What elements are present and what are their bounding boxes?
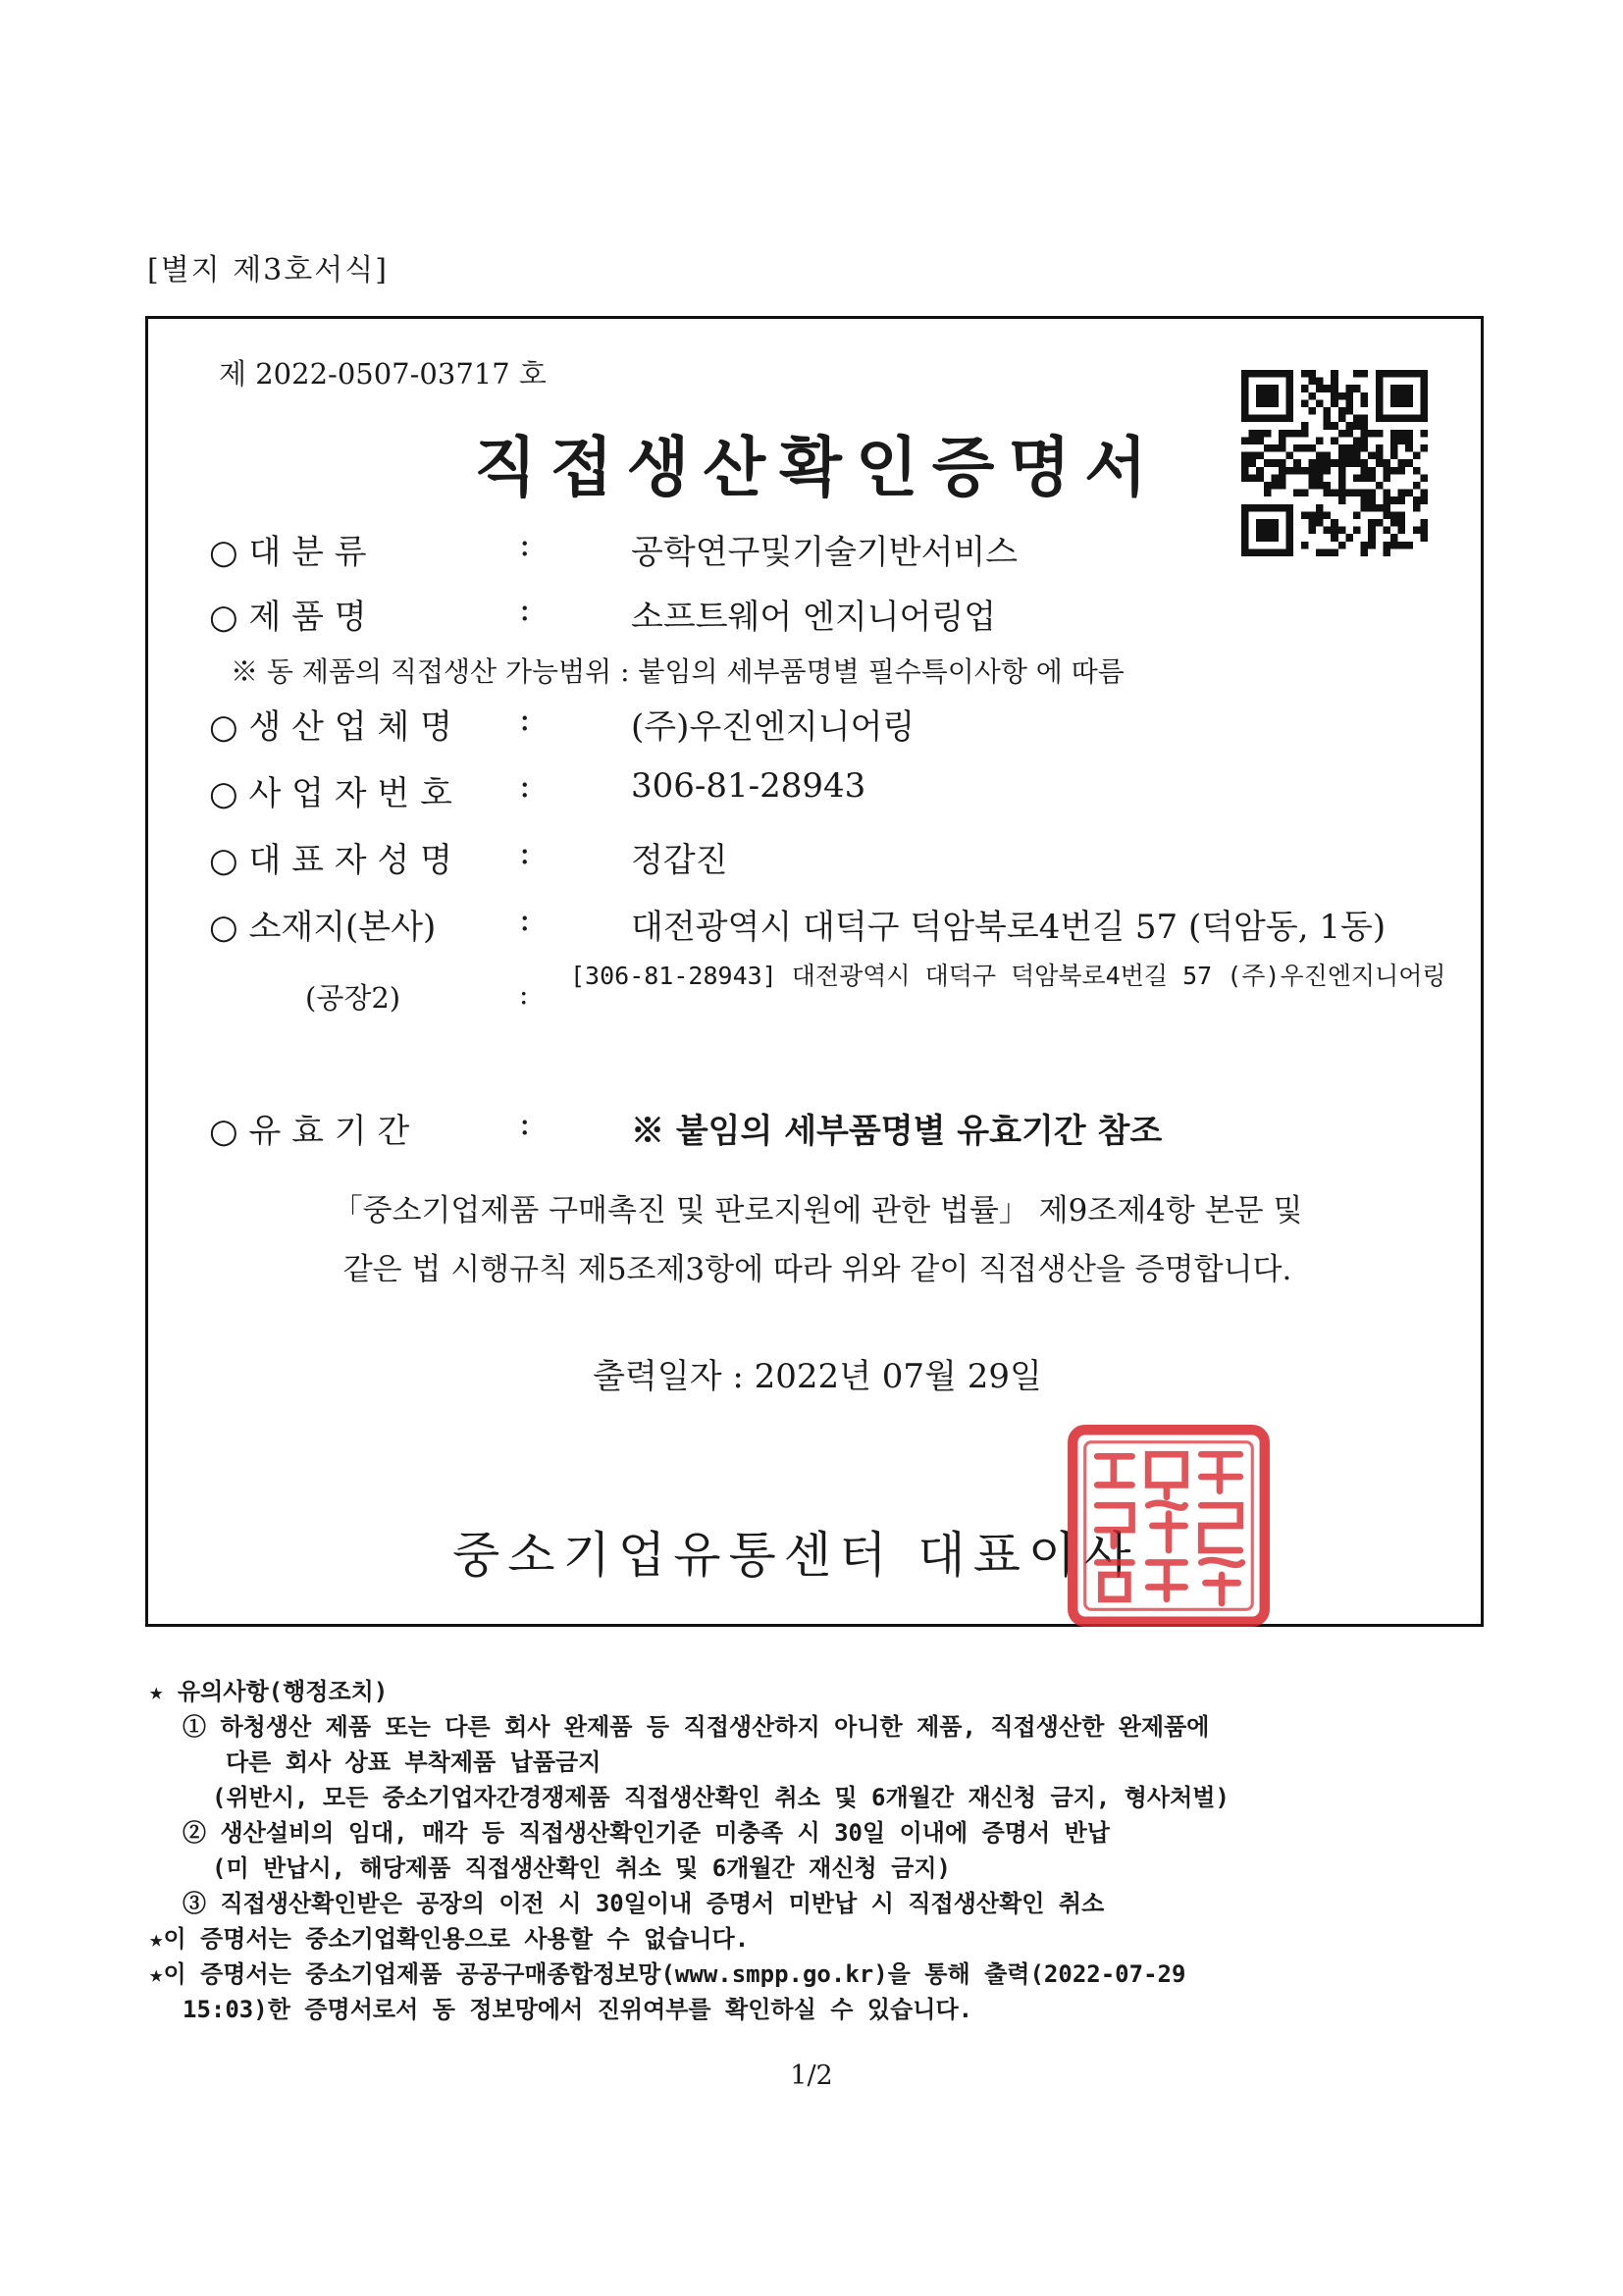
field-label: ○ 유 효 기 간: [209, 1112, 410, 1151]
factory-address: [306-81-28943] 대전광역시 대덕구 덕암북로4번길 57 (주)우진엔지니어링: [570, 962, 1446, 990]
field-colon: :: [519, 590, 531, 629]
field-colon: :: [519, 766, 531, 806]
field-colon: :: [519, 700, 531, 739]
issuer-name: 중소기업유통센터 대표이사: [452, 1527, 1139, 1584]
notice-item: ② 생산설비의 임대, 매각 등 직접생산확인기준 미충족 시 30일 이내에 증명서 반납: [183, 1819, 1110, 1847]
field-label: ○ 대 표 자 성 명: [209, 841, 452, 880]
official-seal-icon: [1067, 1424, 1271, 1628]
notice-item: (미 반납시, 해당제품 직접생산확인 취소 및 6개월간 재신청 금지): [212, 1854, 951, 1882]
field-value: 대전광역시 대덕구 덕암북로4번길 57 (덕암동, 1동): [631, 908, 1387, 947]
notices: [149, 1674, 1484, 2027]
field-value: ※ 붙임의 세부품명별 유효기간 참조: [631, 1112, 1163, 1151]
notice-star-continued: 15:03)한 증명서로서 동 정보망에서 진위여부를 확인하실 수 있습니다.: [183, 1996, 973, 2023]
field-value: (주)우진엔지니어링: [631, 707, 916, 747]
field-colon: :: [519, 900, 531, 939]
field-value: 정갑진: [631, 841, 728, 880]
form-number: [별지 제3호서식]: [147, 253, 389, 287]
field-label: ○ 대 분 류: [209, 533, 367, 572]
field-colon: :: [519, 833, 531, 872]
field-label: ○ 소재지(본사): [209, 908, 437, 947]
field-label: ○ 제 품 명: [209, 598, 367, 637]
certificate-frame: [145, 316, 1484, 1627]
field-value: 소프트웨어 엔지니어링업: [631, 598, 997, 637]
notice-item: (위반시, 모든 중소기업자간경쟁제품 직접생산확인 취소 및 6개월간 재신청 금지, 형사처벌): [212, 1784, 1230, 1811]
field-value: 306-81-28943: [631, 766, 866, 806]
field-value: 공학연구및기술기반서비스: [631, 533, 1019, 572]
certificate-title: 직접생산확인증명서: [474, 429, 1161, 505]
factory-label: (공장2): [305, 981, 401, 1015]
certificate-number: 제 2022-0507-03717 호: [219, 357, 547, 391]
notice-item: ① 하청생산 제품 또는 다른 회사 완제품 등 직접생산하지 아니한 제품, 직접생산한 완제품에: [183, 1713, 1210, 1741]
field-label: ○ 생 산 업 체 명: [209, 707, 452, 747]
notice-item: ③ 직접생산확인받은 공장의 이전 시 30일이내 증명서 미반납 시 직접생산확인 취소: [183, 1890, 1105, 1917]
notice-item: 다른 회사 상표 부착제품 납품금지: [226, 1748, 602, 1776]
field-colon: :: [519, 525, 531, 564]
factory-colon: :: [519, 978, 529, 1011]
page-number: 1/2: [790, 2061, 833, 2091]
notice-star: ★이 증명서는 중소기업제품 공공구매종합정보망(www.smpp.go.kr)을 통해 출력(2022-07-29: [149, 1960, 1186, 1988]
law-statement-line: 「중소기업제품 구매촉진 및 판로지원에 관한 법률」 제9조제4항 본문 및: [332, 1193, 1303, 1228]
notice-star: ★이 증명서는 중소기업확인용으로 사용할 수 없습니다.: [149, 1925, 750, 1953]
field-label: ○ 사 업 자 번 호: [209, 774, 452, 813]
law-statement-line: 같은 법 시행규칙 제5조제3항에 따라 위와 같이 직접생산을 증명합니다.: [342, 1252, 1292, 1287]
notices-header: ★ 유의사항(행정조치): [149, 1678, 389, 1705]
field-colon: :: [519, 1104, 531, 1143]
print-date: 출력일자 : 2022년 07월 29일: [593, 1357, 1042, 1396]
scope-note: ※ 동 제품의 직접생산 가능범위 : 붙임의 세부품명별 필수특이사항 에 따름: [231, 655, 1125, 688]
